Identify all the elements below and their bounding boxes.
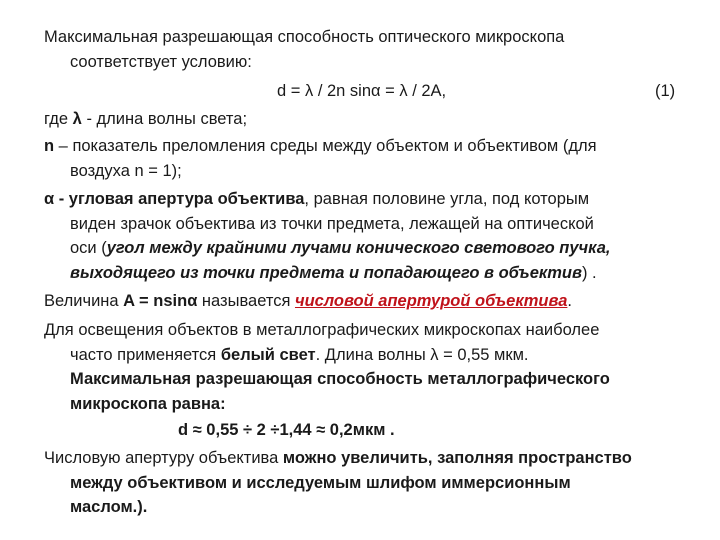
paragraph-alpha-def: α - угловая апертура объектива, равная половине угла, под которым виден зрачок объектива из точки предмета, лежащей на оптической оси (угол между крайними лучами конического светового пучка, выходящего из точки предмета и попадающего в объектив) . (44, 187, 704, 285)
paragraph-n-def: n – показатель преломления среды между объектом и объективом (для воздуха n = 1); (44, 134, 704, 183)
alpha-def-line-4: выходящего из точки предмета и попадающего в объектив) . (70, 263, 597, 282)
illumination-line-4: микроскопа равна: (70, 394, 226, 413)
alpha-def-line-2: виден зрачок объектива из точки предмета, лежащей на оптической (70, 214, 594, 233)
intro-line-1: Максимальная разрешающая способность оптического микроскопа (44, 28, 565, 46)
paragraph-numerical-aperture: Величина A = nsinα называется числовой апертурой объектива. (44, 292, 572, 310)
intro-line-2: соответствует условию: (70, 52, 252, 71)
paragraph-illumination: Для освещения объектов в металлографических микроскопах наиболее часто применяется белый свет. Длина волны λ = 0,55 мкм. Максимальная разрешающая способность металлографического микроскопа равна: (44, 318, 704, 416)
illumination-line-2: часто применяется белый свет. Длина волны λ = 0,55 мкм. (70, 345, 529, 364)
alpha-term: α - угловая апертура объектива (44, 190, 305, 208)
alpha-def-line-3: оси (угол между крайними лучами конического светового пучка, (70, 239, 611, 257)
paragraph-immersion: Числовую апертуру объектива можно увеличить, заполняя пространство между объективом и исследуемым шлифом иммерсионным маслом.). (44, 446, 704, 520)
immersion-line-3: маслом.). (70, 498, 148, 516)
paragraph-resolution-intro (44, 25, 704, 74)
formula-resolution (277, 79, 446, 104)
illumination-line-3: Максимальная разрешающая способность металлографического (70, 370, 610, 388)
calc-result: d ≈ 0,55 ÷ 2 ÷1,44 ≈ 0,2мкм . (178, 421, 395, 439)
numerical-aperture-term: числовой апертурой объектива (294, 292, 568, 310)
n-def-line-2: воздуха n = 1); (70, 161, 182, 180)
formula-text: d = λ / 2n sinα = λ / 2A, (277, 82, 447, 100)
immersion-line-2: между объективом и исследуемым шлифом иммерсионным (70, 473, 571, 492)
lambda-symbol: λ (72, 110, 82, 128)
paragraph-lambda-def: где λ - длина волны света; (44, 110, 248, 128)
aperture-formula: A = nsinα (123, 292, 198, 310)
formula-number: (1) (655, 82, 676, 100)
n-symbol: n (44, 137, 55, 155)
